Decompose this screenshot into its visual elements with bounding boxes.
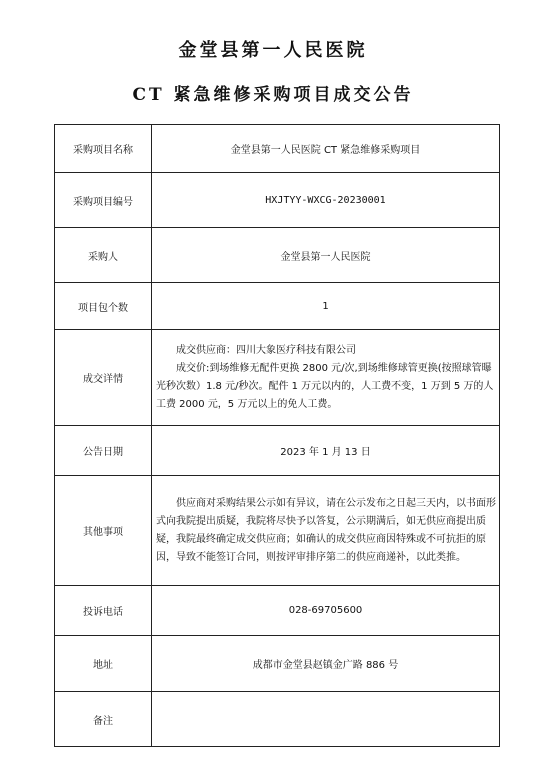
notice-date-label: 公告日期 <box>55 426 152 476</box>
address-value: 成都市金堂县赵镇金广路 886 号 <box>152 636 500 692</box>
notice-title: CT 紧急维修采购项目成交公告 <box>132 85 414 105</box>
package-count-label: 项目包个数 <box>55 283 152 330</box>
remarks-label: 备注 <box>55 692 152 747</box>
project-name-label: 采购项目名称 <box>55 125 152 173</box>
project-number-value: HXJTYY-WXCG-20230001 <box>152 173 500 228</box>
purchaser-label: 采购人 <box>55 228 152 283</box>
deal-details-cell <box>152 330 500 426</box>
hospital-title: 金堂县第一人民医院 <box>178 40 368 61</box>
purchaser-value: 金堂县第一人民医院 <box>152 228 500 283</box>
notice-table <box>54 124 500 747</box>
table-row <box>55 692 500 747</box>
complaint-phone-label: 投诉电话 <box>55 586 152 636</box>
deal-details-label: 成交详情 <box>55 330 152 426</box>
table-row <box>55 426 500 476</box>
remarks-value <box>152 692 500 747</box>
package-count-value: 1 <box>152 283 500 330</box>
table-row <box>55 228 500 283</box>
table-row <box>55 636 500 692</box>
table-row <box>55 330 500 426</box>
table-row <box>55 173 500 228</box>
notice-date-value: 2023 年 1 月 13 日 <box>152 426 500 476</box>
address-label: 地址 <box>55 636 152 692</box>
complaint-phone-value: 028-69705600 <box>152 586 500 636</box>
table-row <box>55 476 500 586</box>
deal-supplier: 成交供应商：四川大象医疗科技有限公司 <box>176 344 356 356</box>
other-matters-label: 其他事项 <box>55 476 152 586</box>
project-name-value: 金堂县第一人民医院 CT 紧急维修采购项目 <box>152 125 500 173</box>
deal-price: 成交价:到场维修无配件更换 2800 元/次,到场维修球管更换(按照球管曝光秒次数）1.8 元/秒次。配件 1 万元以内的，人工费不变，1 万到 5 万的人工费 2000 元，5 万元以上的免人工费。 <box>156 362 494 410</box>
table-row <box>55 283 500 330</box>
other-matters-value: 供应商对采购结果公示如有异议，请在公示发布之日起三天内，以书面形式向我院提出质疑，我院将尽快予以答复，公示期满后，如无供应商提出质疑，我院最终确定成交供应商；如确认的成交供应商因特殊或不可抗拒的原因，导致不能签订合同，则按评审排序第二的供应商递补，以此类推。 <box>156 497 496 563</box>
table-row <box>55 125 500 173</box>
project-number-label: 采购项目编号 <box>55 173 152 228</box>
other-matters-cell <box>152 476 500 586</box>
table-row <box>55 586 500 636</box>
